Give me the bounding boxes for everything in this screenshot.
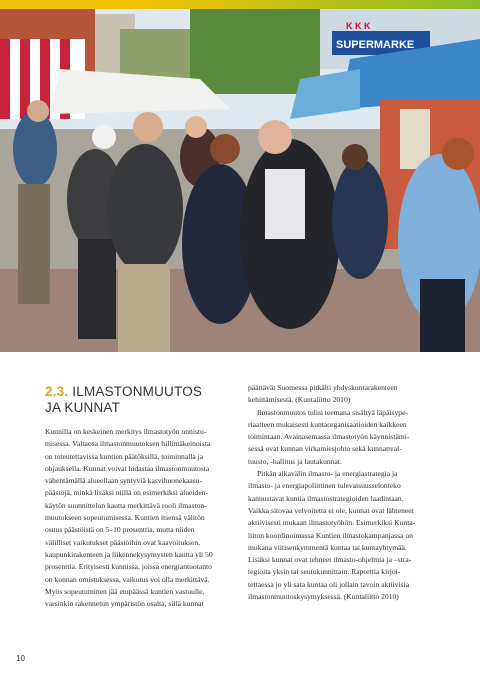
text-line: osuus päästöistä on 5–10 prosenttia, mutta niiden — [45, 525, 195, 535]
text-line: on kunnan omistuksessa, vaikutus voi olla merkittävä. — [45, 574, 210, 584]
text-line: Myös sopeutuminen jää etupäässä kuntien vastuulle, — [45, 586, 205, 596]
text-line: Ilmastonmuutos tulisi teemana sisältyä läpäisype- — [257, 407, 408, 417]
section-heading — [45, 384, 245, 415]
text-column-right — [248, 382, 438, 603]
text-line: ohjauksella. Kunnat voivat hidastaa ilmastonmuutosta — [45, 463, 210, 473]
text-line: päättävät Suomessa pitkälti yhdyskuntarakenteen — [248, 383, 398, 392]
text-line: liiton koordinoimassa Kuntien ilmastokampanjassa on — [248, 530, 413, 540]
text-line: tuusto, -hallitus ja lautakunnat. — [248, 456, 342, 466]
text-line: kehittämisestä. (Kuntaliitto 2010) — [248, 395, 351, 405]
svg-text:SUPERMARKE: SUPERMARKE — [336, 39, 415, 51]
text-line: aktiivisesti mukaan ilmastotyöhön. Esimerkiksi Kunta- — [248, 518, 416, 528]
market-photo — [0, 9, 480, 352]
text-line: misessa. Valtaosa ilmastonmuutoksen hillintäkeinoista — [45, 439, 211, 449]
text-line: Kunnilla on keskeinen merkitys ilmastotyön onnistu- — [45, 427, 207, 436]
text-line: ilmastonmuutoskysymyksessä. (Kuntaliitto 2010) — [248, 592, 399, 602]
text-line: kannustavat kuntia ilmastostrategioiden laadintaan. — [248, 493, 404, 503]
top-color-bar — [0, 0, 480, 9]
page-number: 10 — [16, 654, 25, 663]
text-line: riaatteen mukaisesti kuntaorganisaatioiden kaikkeen — [248, 419, 407, 429]
text-line: prosenttia. Erityisesti kunnissa, joissa energiantuotanto — [45, 562, 212, 572]
text-line: Pitkän aikavälin ilmasto- ja energiastrategia ja — [257, 469, 398, 479]
text-line: toimintaan. Avainasemassa ilmastotyön käynnistämi- — [248, 432, 410, 442]
text-line: vähentämällä alueellaan syntyviä kasvihuonekaasu- — [45, 476, 203, 486]
text-line: Lisäksi kunnat ovat tehneet ilmasto-ohjelmia ja –stra- — [248, 555, 412, 565]
section-number: 2.3. — [45, 384, 69, 399]
text-line: sessä ovat kunnan virkamiesjohto sekä kunnanval- — [248, 444, 402, 454]
section-title-line2: JA KUNNAT — [45, 399, 121, 415]
text-column-left — [45, 426, 239, 610]
text-line: tettaessa jo yli sata kuntaa oli jollain tavoin aktiivisia — [248, 579, 410, 589]
text-line: tegioita yksin tai seutukunnittain. Raporttia kirjoi- — [248, 567, 401, 577]
section-title-line1: ILMASTONMUUTOS — [72, 384, 203, 399]
text-line: varsinkin rakennetun ympäristön osalta, sillä kunnat — [45, 599, 204, 609]
text-line: päästöjä, minkä lisäksi niillä on esimerkiksi alueiden- — [45, 488, 209, 498]
svg-text:K K K: K K K — [346, 21, 371, 31]
text-line: ilmasto- ja energiapoliittinen tulevaisuusselonteko — [248, 481, 401, 491]
text-line: on toteutettavissa kuntien päätöksillä, toiminnalla ja — [45, 451, 204, 461]
text-line: mukana viitisenkymmentä kuntaa tai kuntayhtymää. — [248, 542, 407, 552]
text-line: käytön suunnittelun kautta merkittävä rooli ilmaston- — [45, 500, 207, 510]
text-line: Vaikka sitovaa velvoitetta ei ole, kunnat ovat lähteneet — [248, 505, 414, 515]
text-line: kaupunkirakenteen ja liikennekysymysten kautta yli 50 — [45, 549, 213, 559]
text-line: muutokseen sopeutumisessa. Kuntien itsensä välitön — [45, 513, 205, 523]
text-line: välilliset vaikutukset päästöihin ovat kaavoituksen, — [45, 537, 201, 547]
